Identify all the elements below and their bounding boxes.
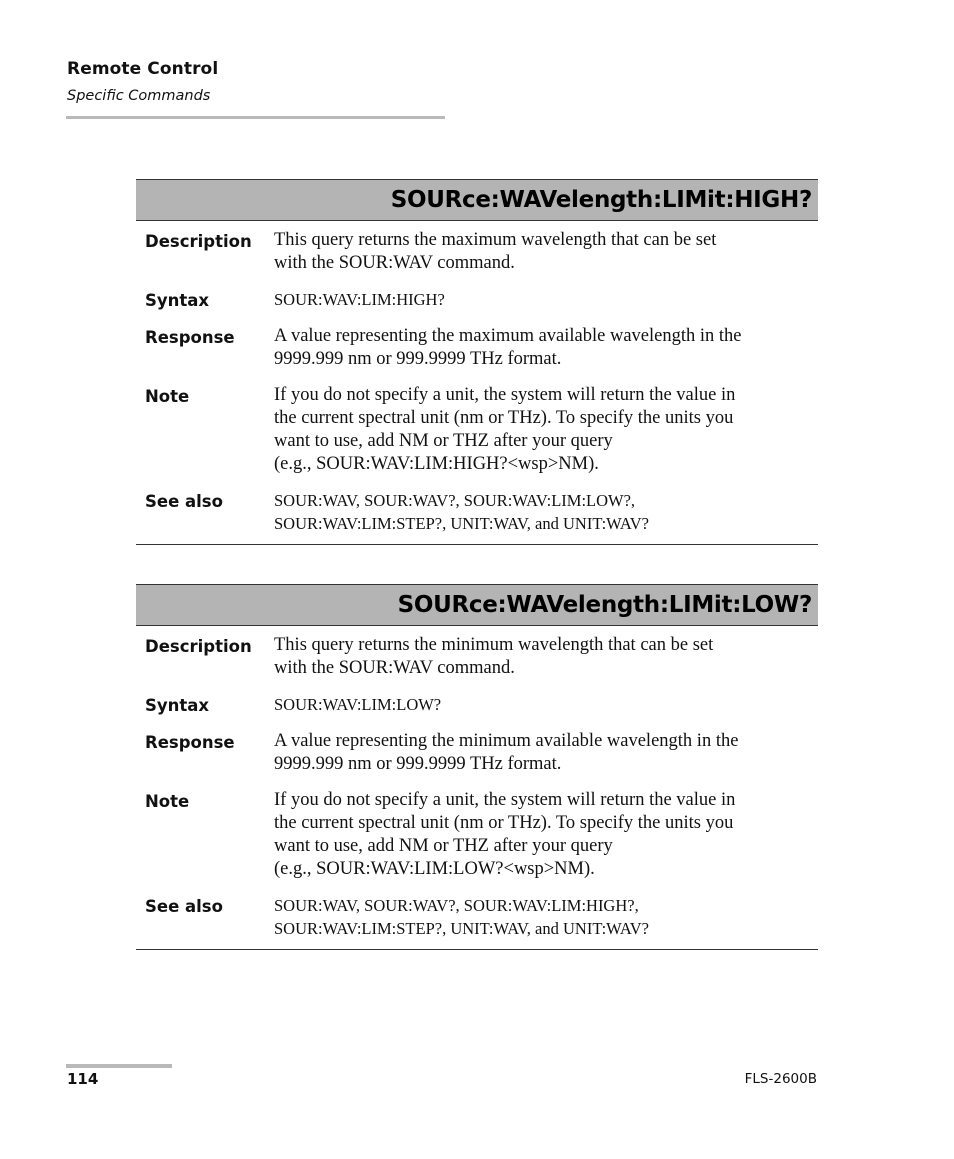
text-line: with the SOUR:WAV command.	[274, 658, 515, 678]
row-value	[274, 489, 818, 535]
chapter-title: Remote Control	[67, 59, 219, 79]
text-line: (e.g., SOUR:WAV:LIM:HIGH?<wsp>NM).	[274, 454, 599, 474]
text-line: (e.g., SOUR:WAV:LIM:LOW?<wsp>NM).	[274, 859, 595, 879]
row-label: Note	[145, 387, 190, 406]
row-value	[274, 789, 818, 881]
row-label: Note	[145, 792, 190, 811]
description-row	[136, 634, 818, 680]
response-row	[136, 730, 818, 776]
page-number: 114	[67, 1070, 99, 1088]
command-body	[136, 221, 818, 545]
text-line: This query returns the maximum wavelength that can be set	[274, 230, 717, 250]
command-body	[136, 626, 818, 950]
text-line: SOUR:WAV:LIM:STEP?, UNIT:WAV, and UNIT:WAV?	[274, 919, 649, 938]
text-line: SOUR:WAV:LIM:LOW?	[274, 695, 442, 714]
text-line: the current spectral unit (nm or THz). To specify the units you	[274, 813, 734, 833]
row-value	[274, 288, 818, 312]
text-line: If you do not specify a unit, the system will return the value in	[274, 385, 736, 405]
see-also-row	[136, 894, 818, 940]
row-value	[274, 634, 818, 680]
row-label: Response	[145, 328, 235, 347]
text-line: If you do not specify a unit, the system will return the value in	[274, 790, 736, 810]
row-value	[274, 730, 818, 776]
command-block-low	[136, 584, 818, 950]
text-line: with the SOUR:WAV command.	[274, 253, 515, 273]
row-label: See also	[145, 897, 223, 916]
document-id: FLS-2600B	[744, 1071, 817, 1087]
command-block-high	[136, 179, 818, 545]
row-label: Description	[145, 232, 252, 251]
note-row	[136, 789, 818, 881]
text-line: want to use, add NM or THZ after your query	[274, 431, 613, 451]
syntax-row	[136, 288, 818, 312]
footer-rule	[66, 1064, 172, 1068]
text-line: SOUR:WAV:LIM:STEP?, UNIT:WAV, and UNIT:WAV?	[274, 514, 649, 533]
text-line: 9999.999 nm or 999.9999 THz format.	[274, 754, 562, 774]
text-line: the current spectral unit (nm or THz). To specify the units you	[274, 408, 734, 428]
row-value	[274, 693, 818, 717]
text-line: SOUR:WAV:LIM:HIGH?	[274, 290, 445, 309]
row-label: See also	[145, 492, 223, 511]
row-label: Syntax	[145, 291, 210, 310]
row-value	[274, 229, 818, 275]
row-label: Syntax	[145, 696, 210, 715]
response-row	[136, 325, 818, 371]
row-value	[274, 894, 818, 940]
running-header	[67, 58, 218, 106]
see-also-row	[136, 489, 818, 535]
command-title: SOURce:WAVelength:LIMit:LOW?	[397, 592, 812, 618]
row-label: Response	[145, 733, 235, 752]
note-row	[136, 384, 818, 476]
command-header	[136, 584, 818, 626]
section-subtitle: Specific Commands	[67, 88, 211, 104]
text-line: SOUR:WAV, SOUR:WAV?, SOUR:WAV:LIM:HIGH?,	[274, 896, 639, 915]
text-line: A value representing the minimum available wavelength in the	[274, 731, 739, 751]
text-line: SOUR:WAV, SOUR:WAV?, SOUR:WAV:LIM:LOW?,	[274, 491, 636, 510]
text-line: A value representing the maximum available wavelength in the	[274, 326, 742, 346]
row-value	[274, 325, 818, 371]
header-rule	[66, 116, 445, 119]
command-header	[136, 179, 818, 221]
description-row	[136, 229, 818, 275]
text-line: want to use, add NM or THZ after your query	[274, 836, 613, 856]
text-line: This query returns the minimum wavelength that can be set	[274, 635, 714, 655]
text-line: 9999.999 nm or 999.9999 THz format.	[274, 349, 562, 369]
syntax-row	[136, 693, 818, 717]
command-title: SOURce:WAVelength:LIMit:HIGH?	[390, 187, 812, 213]
row-label: Description	[145, 637, 252, 656]
row-value	[274, 384, 818, 476]
